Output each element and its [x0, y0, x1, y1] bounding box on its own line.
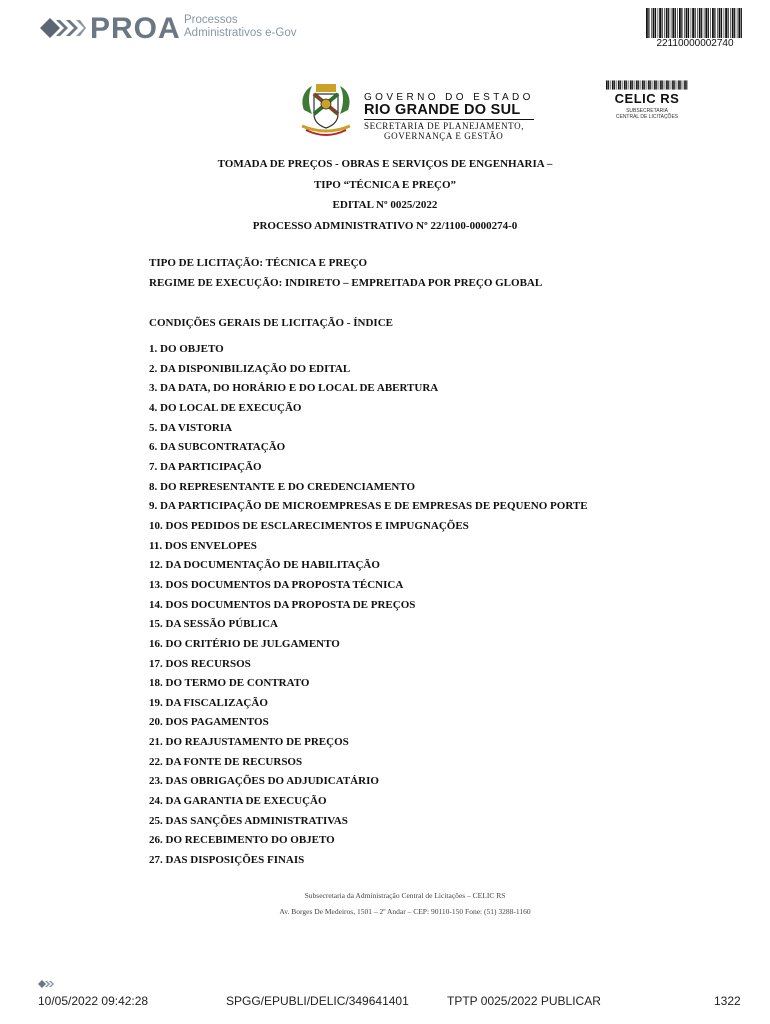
index-item: 22. DA FONTE DE RECURSOS — [149, 755, 303, 768]
bottom-reference: SPGG/EPUBLI/DELIC/349641401 — [226, 994, 409, 1008]
index-item: 6. DA SUBCONTRATAÇÃO — [149, 441, 286, 454]
index-item: 26. DO RECEBIMENTO DO OBJETO — [149, 834, 335, 847]
index-item: 21. DO REAJUSTAMENTO DE PREÇOS — [149, 736, 349, 749]
proa-subtitle — [184, 14, 296, 40]
index-item: 20. DOS PAGAMENTOS — [149, 716, 269, 729]
tipo-licitacao: TIPO DE LICITAÇÃO: TÉCNICA E PREÇO — [149, 257, 368, 269]
proa-wordmark: PROA — [90, 12, 181, 45]
barcode-number: 22110000002740 — [656, 38, 734, 49]
title-line-1: TOMADA DE PREÇOS - OBRAS E SERVIÇOS DE ENGENHARIA – — [217, 158, 553, 170]
index-item: 13. DOS DOCUMENTOS DA PROPOSTA TÉCNICA — [149, 578, 404, 591]
index-item: 8. DO REPRESENTANTE E DO CREDENCIAMENTO — [149, 480, 416, 493]
index-item: 15. DA SESSÃO PÚBLICA — [149, 618, 278, 631]
regime-execucao: REGIME DE EXECUÇÃO: INDIRETO – EMPREITADA POR PREÇO GLOBAL — [149, 277, 543, 289]
index-item: 23. DAS OBRIGAÇÕES DO ADJUDICATÁRIO — [149, 775, 379, 788]
index-item: 5. DA VISTORIA — [149, 421, 233, 434]
government-header — [364, 92, 534, 141]
index-item: 19. DA FISCALIZAÇÃO — [149, 696, 268, 709]
index-heading: CONDIÇÕES GERAIS DE LICITAÇÃO - ÍNDICE — [149, 317, 393, 329]
index-item: 2. DA DISPONIBILIZAÇÃO DO EDITAL — [149, 362, 351, 375]
gov-line-2: RIO GRANDE DO SUL — [364, 102, 521, 118]
bottom-date: 10/05/2022 09:42:28 — [38, 994, 149, 1008]
celic-logo — [602, 80, 692, 124]
title-line-2: TIPO “TÉCNICA E PREÇO” — [313, 178, 457, 191]
footer-line-1: Subsecretaria da Administração Central de Licitações – CELIC RS — [304, 891, 506, 900]
gov-line-1: GOVERNO DO ESTADO — [364, 92, 534, 103]
footer-line-2: Av. Borges De Medeiros, 1501 – 2º Andar – CEP: 90110-150 Fone: (51) 3288-1160 — [279, 907, 531, 916]
index-item: 24. DA GARANTIA DE EXECUÇÃO — [149, 795, 327, 808]
index-item: 14. DOS DOCUMENTOS DA PROPOSTA DE PREÇOS — [149, 598, 416, 611]
index-list — [149, 340, 588, 871]
barcode-icon — [646, 8, 742, 38]
index-item: 11. DOS ENVELOPES — [149, 539, 257, 552]
footer-address — [0, 888, 770, 920]
index-item: 18. DO TERMO DE CONTRATO — [149, 677, 310, 690]
gov-line-3: SECRETARIA DE PLANEJAMENTO, — [364, 119, 534, 131]
celic-sub-line2: CENTRAL DE LICITAÇÕES — [615, 114, 679, 120]
document-titles — [0, 154, 770, 236]
index-item: 10. DOS PEDIDOS DE ESCLARECIMENTOS E IMPUGNAÇÕES — [149, 519, 469, 532]
index-item: 16. DO CRITÉRIO DE JULGAMENTO — [149, 637, 340, 650]
coat-of-arms-icon — [296, 80, 356, 140]
gov-line-4: GOVERNANÇA E GESTÃO — [384, 131, 504, 141]
index-item: 17. DOS RECURSOS — [149, 657, 251, 670]
index-item: 1. DO OBJETO — [149, 343, 224, 355]
proa-small-chevrons-icon — [38, 980, 56, 988]
bottom-page-number: 1322 — [714, 994, 741, 1008]
index-item: 27. DAS DISPOSIÇÕES FINAIS — [149, 854, 305, 867]
celic-sub-line1: SUBSECRETARIA — [626, 108, 668, 114]
proa-subtitle-line2: Administrativos e-Gov — [184, 27, 297, 39]
proa-chevrons-icon — [38, 16, 86, 40]
title-line-3: EDITAL Nº 0025/2022 — [332, 199, 438, 211]
index-item: 9. DA PARTICIPAÇÃO DE MICROEMPRESAS E DE EMPRESAS DE PEQUENO PORTE — [149, 500, 588, 513]
index-item: 12. DA DOCUMENTAÇÃO DE HABILITAÇÃO — [149, 559, 380, 572]
index-item: 25. DAS SANÇÕES ADMINISTRATIVAS — [149, 814, 348, 827]
celic-name: CELIC RS — [614, 91, 680, 106]
index-item: 3. DA DATA, DO HORÁRIO E DO LOCAL DE ABERTURA — [149, 382, 439, 395]
title-line-4: PROCESSO ADMINISTRATIVO Nº 22/1100-0000274-0 — [252, 219, 518, 232]
proa-logo — [38, 10, 308, 46]
celic-barcode-icon — [606, 80, 688, 90]
proa-subtitle-line1: Processos — [184, 14, 238, 26]
bottom-document: TPTP 0025/2022 PUBLICAR — [447, 994, 601, 1008]
celic-subtitle — [602, 108, 692, 120]
index-item: 7. DA PARTICIPAÇÃO — [149, 460, 262, 473]
index-item: 4. DO LOCAL DE EXECUÇÃO — [149, 401, 302, 414]
